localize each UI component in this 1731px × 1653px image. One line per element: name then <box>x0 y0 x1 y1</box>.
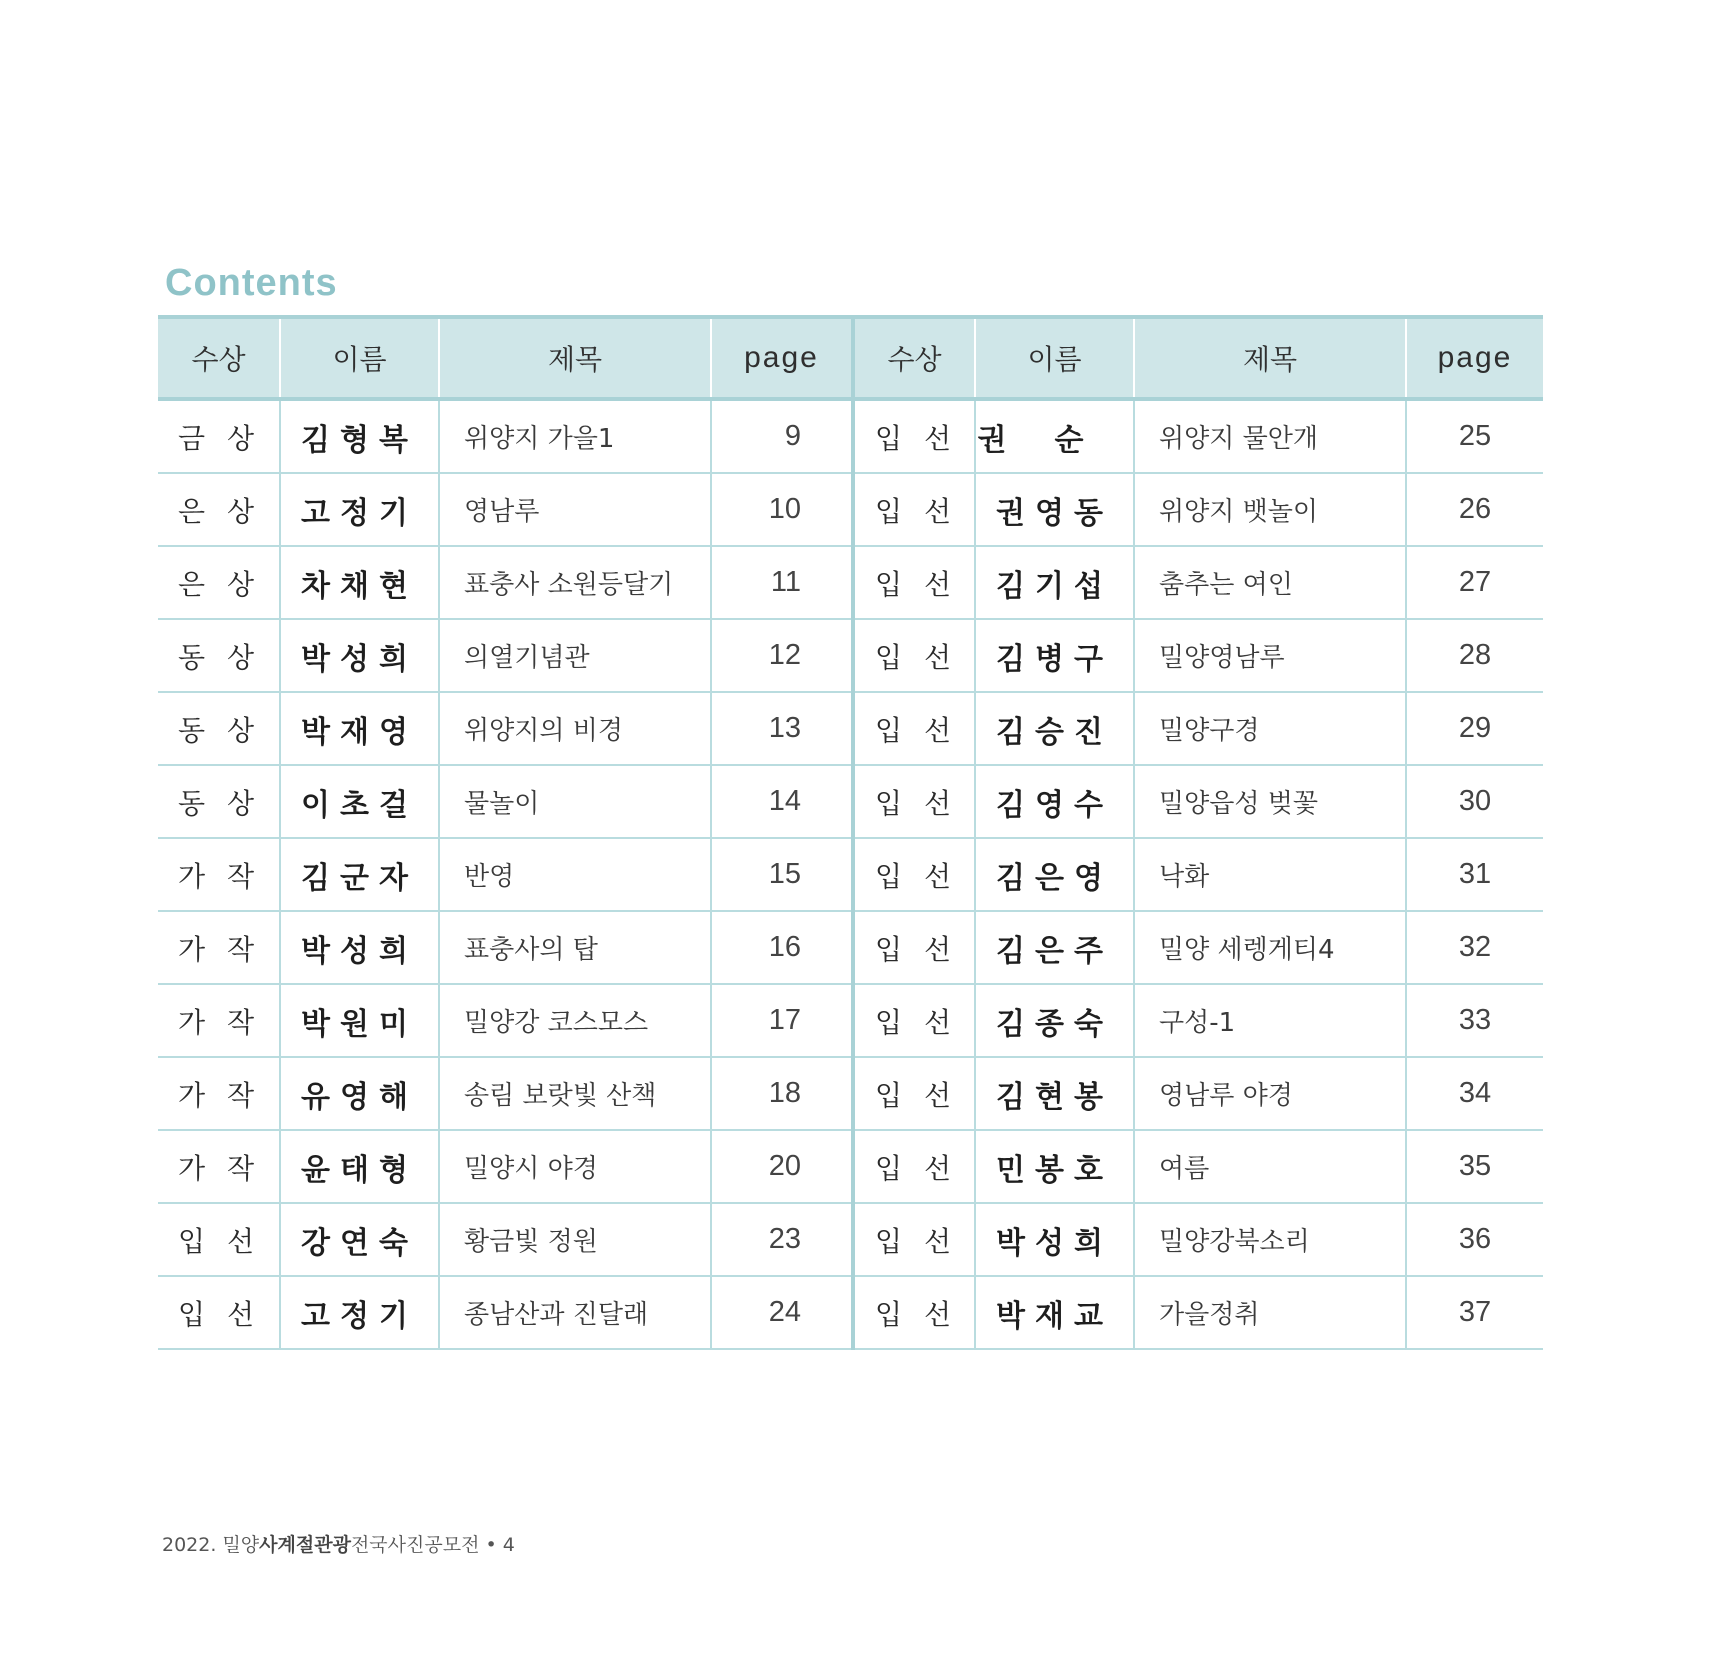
cell-title-left: 종남산과 진달래 <box>439 1276 711 1349</box>
cell-award-left: 은상 <box>158 473 280 546</box>
cell-page-right: 26 <box>1406 473 1543 546</box>
cell-page-left: 15 <box>711 838 853 911</box>
cell-title-right: 낙화 <box>1134 838 1406 911</box>
cell-page-left: 24 <box>711 1276 853 1349</box>
cell-name-right: 민봉호 <box>975 1130 1134 1203</box>
cell-page-left: 13 <box>711 692 853 765</box>
cell-title-right: 밀양구경 <box>1134 692 1406 765</box>
table-row <box>158 1203 1543 1276</box>
cell-page-left: 12 <box>711 619 853 692</box>
table-row <box>158 911 1543 984</box>
cell-title-right: 춤추는 여인 <box>1134 546 1406 619</box>
cell-name-right: 김종숙 <box>975 984 1134 1057</box>
cell-name-left: 고정기 <box>280 1276 439 1349</box>
cell-title-right: 여름 <box>1134 1130 1406 1203</box>
cell-name-right: 김영수 <box>975 765 1134 838</box>
cell-award-left: 동상 <box>158 692 280 765</box>
cell-title-left: 위양지 가을1 <box>439 399 711 473</box>
cell-title-right: 위양지 물안개 <box>1134 399 1406 473</box>
cell-award-right: 입선 <box>853 692 975 765</box>
cell-page-left: 17 <box>711 984 853 1057</box>
table-row <box>158 1057 1543 1130</box>
footer-part2: 사계절관광 <box>259 1534 351 1556</box>
cell-title-right: 구성-1 <box>1134 984 1406 1057</box>
header-page-left: page <box>711 317 853 399</box>
cell-award-right: 입선 <box>853 911 975 984</box>
cell-award-right: 입선 <box>853 984 975 1057</box>
header-page-right: page <box>1406 317 1543 399</box>
table-row <box>158 1130 1543 1203</box>
cell-page-left: 11 <box>711 546 853 619</box>
cell-name-left: 박성희 <box>280 911 439 984</box>
cell-title-right: 위양지 뱃놀이 <box>1134 473 1406 546</box>
table-row <box>158 399 1543 473</box>
cell-page-left: 23 <box>711 1203 853 1276</box>
cell-award-left: 가작 <box>158 1057 280 1130</box>
cell-page-left: 14 <box>711 765 853 838</box>
cell-award-right: 입선 <box>853 1057 975 1130</box>
cell-title-left: 의열기념관 <box>439 619 711 692</box>
cell-name-left: 윤태형 <box>280 1130 439 1203</box>
header-row <box>158 317 1543 399</box>
cell-name-right: 김병구 <box>975 619 1134 692</box>
header-name-left: 이름 <box>280 317 439 399</box>
cell-award-left: 가작 <box>158 911 280 984</box>
cell-name-right: 김은영 <box>975 838 1134 911</box>
footer-part1: 밀양 <box>222 1534 260 1556</box>
cell-title-left: 반영 <box>439 838 711 911</box>
cell-title-left: 표충사 소원등달기 <box>439 546 711 619</box>
table-row <box>158 619 1543 692</box>
cell-title-right: 가을정취 <box>1134 1276 1406 1349</box>
cell-name-right: 박성희 <box>975 1203 1134 1276</box>
header-name-right: 이름 <box>975 317 1134 399</box>
cell-award-right: 입선 <box>853 765 975 838</box>
cell-award-left: 금상 <box>158 399 280 473</box>
cell-page-right: 35 <box>1406 1130 1543 1203</box>
header-award-left: 수상 <box>158 317 280 399</box>
cell-award-left: 동상 <box>158 619 280 692</box>
cell-page-right: 32 <box>1406 911 1543 984</box>
cell-page-left: 18 <box>711 1057 853 1130</box>
cell-title-left: 물놀이 <box>439 765 711 838</box>
cell-page-right: 37 <box>1406 1276 1543 1349</box>
cell-name-left: 고정기 <box>280 473 439 546</box>
cell-award-left: 가작 <box>158 1130 280 1203</box>
table-row <box>158 1276 1543 1349</box>
cell-name-right: 박재교 <box>975 1276 1134 1349</box>
cell-award-right: 입선 <box>853 473 975 546</box>
footer-bullet: • <box>485 1534 497 1556</box>
cell-page-left: 10 <box>711 473 853 546</box>
cell-award-right: 입선 <box>853 546 975 619</box>
cell-title-right: 밀양 세렝게티4 <box>1134 911 1406 984</box>
cell-award-right: 입선 <box>853 1130 975 1203</box>
cell-name-left: 유영해 <box>280 1057 439 1130</box>
table-row <box>158 473 1543 546</box>
cell-page-right: 36 <box>1406 1203 1543 1276</box>
cell-name-right: 김현봉 <box>975 1057 1134 1130</box>
cell-title-left: 밀양강 코스모스 <box>439 984 711 1057</box>
table-body <box>158 399 1543 1349</box>
contents-table <box>158 315 1543 1350</box>
cell-name-left: 박원미 <box>280 984 439 1057</box>
cell-name-left: 김형복 <box>280 399 439 473</box>
header-title-right: 제목 <box>1134 317 1406 399</box>
cell-name-left: 강연숙 <box>280 1203 439 1276</box>
table-row <box>158 546 1543 619</box>
header-title-left: 제목 <box>439 317 711 399</box>
cell-title-left: 밀양시 야경 <box>439 1130 711 1203</box>
cell-award-left: 입선 <box>158 1276 280 1349</box>
cell-name-left: 이초걸 <box>280 765 439 838</box>
cell-award-left: 입선 <box>158 1203 280 1276</box>
cell-title-right: 밀양영남루 <box>1134 619 1406 692</box>
cell-award-right: 입선 <box>853 1203 975 1276</box>
page-footer <box>162 1530 515 1557</box>
cell-name-left: 박성희 <box>280 619 439 692</box>
cell-name-left: 박재영 <box>280 692 439 765</box>
cell-title-left: 표충사의 탑 <box>439 911 711 984</box>
table-row <box>158 984 1543 1057</box>
cell-name-right: 김기섭 <box>975 546 1134 619</box>
cell-page-left: 9 <box>711 399 853 473</box>
cell-page-right: 34 <box>1406 1057 1543 1130</box>
footer-year: 2022. <box>162 1534 217 1556</box>
cell-award-right: 입선 <box>853 1276 975 1349</box>
cell-name-right: 김승진 <box>975 692 1134 765</box>
cell-name-left: 김군자 <box>280 838 439 911</box>
cell-page-right: 25 <box>1406 399 1543 473</box>
cell-page-left: 16 <box>711 911 853 984</box>
footer-page-number: 4 <box>502 1534 515 1556</box>
cell-name-right: 권순 <box>975 399 1134 473</box>
table-row <box>158 692 1543 765</box>
cell-name-right: 김은주 <box>975 911 1134 984</box>
cell-name-right: 권영동 <box>975 473 1134 546</box>
cell-page-left: 20 <box>711 1130 853 1203</box>
cell-award-right: 입선 <box>853 399 975 473</box>
table-row <box>158 838 1543 911</box>
cell-title-left: 영남루 <box>439 473 711 546</box>
cell-award-left: 가작 <box>158 984 280 1057</box>
cell-page-right: 27 <box>1406 546 1543 619</box>
cell-title-right: 밀양강북소리 <box>1134 1203 1406 1276</box>
cell-award-right: 입선 <box>853 838 975 911</box>
cell-title-left: 송림 보랏빛 산책 <box>439 1057 711 1130</box>
cell-page-right: 30 <box>1406 765 1543 838</box>
cell-award-right: 입선 <box>853 619 975 692</box>
cell-page-right: 28 <box>1406 619 1543 692</box>
cell-title-left: 위양지의 비경 <box>439 692 711 765</box>
cell-award-left: 가작 <box>158 838 280 911</box>
cell-title-left: 황금빛 정원 <box>439 1203 711 1276</box>
header-award-right: 수상 <box>853 317 975 399</box>
cell-page-right: 29 <box>1406 692 1543 765</box>
cell-award-left: 동상 <box>158 765 280 838</box>
contents-title: Contents <box>165 262 338 304</box>
cell-page-right: 33 <box>1406 984 1543 1057</box>
cell-award-left: 은상 <box>158 546 280 619</box>
cell-title-right: 밀양읍성 벚꽃 <box>1134 765 1406 838</box>
footer-part3: 전국사진공모전 <box>350 1534 480 1556</box>
cell-name-left: 차채현 <box>280 546 439 619</box>
table-row <box>158 765 1543 838</box>
cell-page-right: 31 <box>1406 838 1543 911</box>
cell-title-right: 영남루 야경 <box>1134 1057 1406 1130</box>
